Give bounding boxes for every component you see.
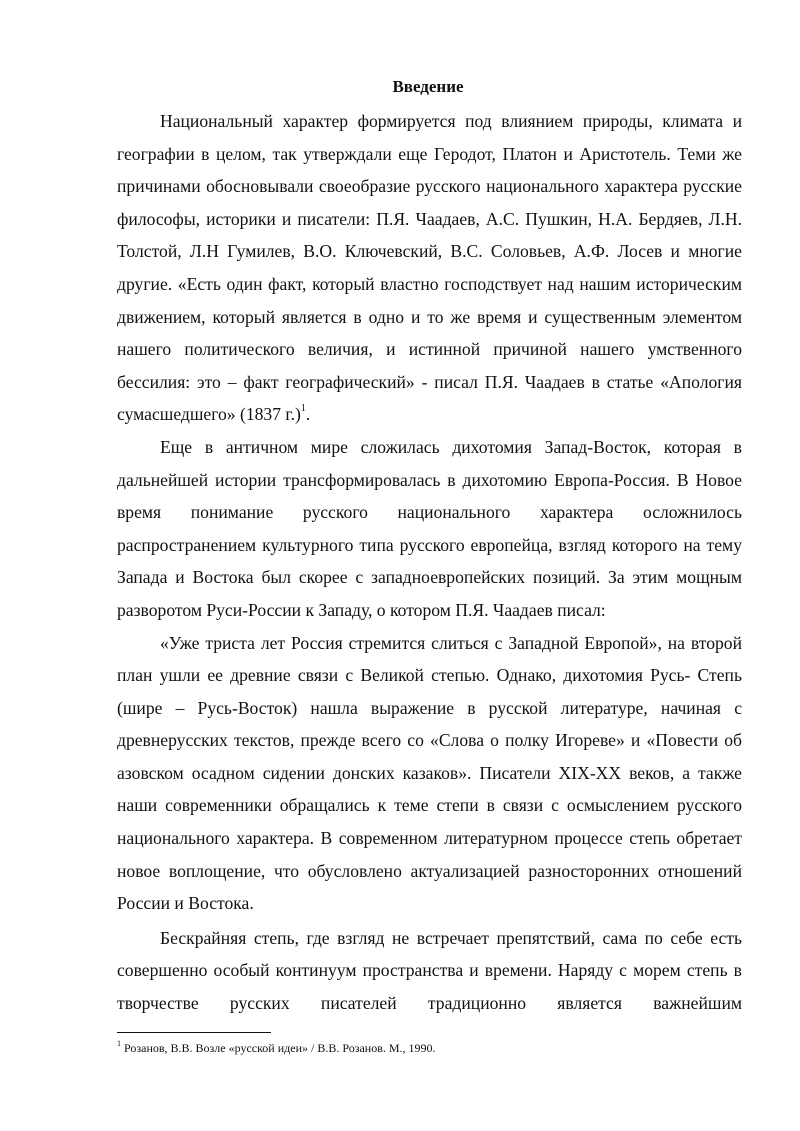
paragraph-1	[117, 105, 742, 431]
footnote-number: 1	[117, 1039, 121, 1048]
footnote-reference[interactable]: 1	[300, 403, 306, 415]
paragraph-1-end: .	[305, 404, 311, 425]
body-text	[117, 105, 742, 1020]
page-title: Введение	[392, 77, 464, 96]
paragraph-2: Еще в античном мире сложилась дихотомия Запад-Восток, которая в дальнейшей истории трансформировалась в дихотомию Европа-Россия. В Новое время понимание русского национального характера осложнилось распространением культурного типа русского европейца, взгляд которого на тему Запада и Востока был скорее с западноевропейских позиций. За этим мощным разворотом Руси-России к Западу, о котором П.Я. Чаадаев писал:	[117, 436, 742, 620]
paragraph-1-text: Национальный характер формируется под влиянием природы, климата и географии в целом, так утверждали еще Геродот, Платон и Аристотель. Теми же причинами обосновывали своеобразие русского национального характера русские философы, историки и писатели: П.Я. Чаадаев, А.С. Пушкин, Н.А. Бердяев, Л.Н. Толстой, Л.Н Гумилев, В.О. Ключевский, В.С. Соловьев, А.Ф. Лосев и многие другие. «Есть один факт, который властно господствует над нашим историческим движением, который является в одно и то же время и существенным элементом нашего политического величия, и истинной причиной нашего умственного бессилия: это – факт географический» - писал П.Я. Чаадаев в статье «Апология сумасшедшего» (1837 г.)	[117, 111, 742, 425]
footnote-text: Розанов, В.В. Возле «русской идеи» / В.В. Розанов. М., 1990.	[121, 1041, 436, 1055]
footnote-separator	[117, 1032, 271, 1033]
paragraph-4: Бескрайняя степь, где взгляд не встречает препятствий, сама по себе есть совершенно особый континуум пространства и времени. Наряду с морем степь в творчестве русских писателей традиционно является важнейшим	[117, 927, 742, 1014]
footnote	[117, 1041, 742, 1056]
paragraph-3: «Уже триста лет Россия стремится слиться с Западной Европой», на второй план ушли ее древние связи с Великой степью. Однако, дихотомия Русь- Степь (шире – Русь-Восток) нашла выражение в русской литературе, начиная с древнерусских текстов, прежде всего со «Слова о полку Игореве» и «Повести об азовском осадном сидении донских казаков». Писатели XIX-XX веков, а также наши современники обращались к теме степи в связи с осмыслением русского национального характера. В современном литературном процессе степь обретает новое воплощение, что обусловлено актуализацией разносторонних отношений России и Востока.	[117, 632, 742, 914]
